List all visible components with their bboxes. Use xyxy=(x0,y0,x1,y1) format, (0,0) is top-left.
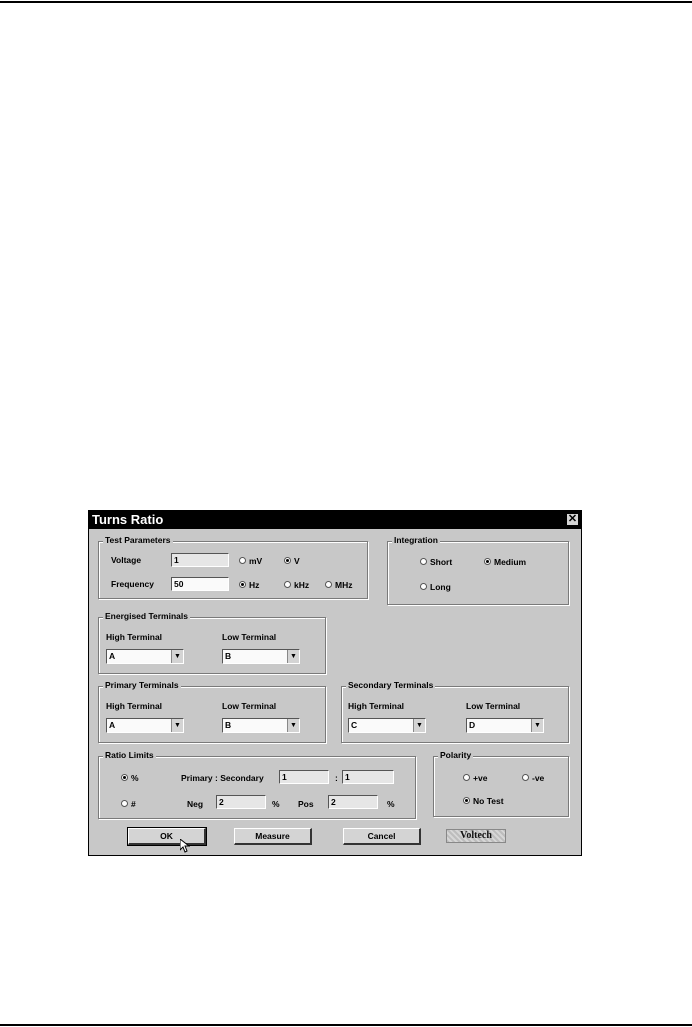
radio-dot-selected-icon xyxy=(484,558,491,565)
primary-low-terminal-value: B xyxy=(225,720,232,730)
radio-dot-selected-icon xyxy=(121,774,128,781)
voltage-label: Voltage xyxy=(111,555,142,565)
measure-button[interactable]: Measure xyxy=(234,828,312,845)
secondary-ratio-input[interactable]: 1 xyxy=(342,770,394,784)
primary-ratio-input[interactable]: 1 xyxy=(279,770,329,784)
frequency-unit-khz-label: kHz xyxy=(294,580,310,590)
energised-high-terminal-select[interactable] xyxy=(106,649,184,664)
pos-label: Pos xyxy=(298,799,314,809)
frequency-label: Frequency xyxy=(111,579,154,589)
energised-terminals-label: Energised Terminals xyxy=(105,611,188,621)
integration-long-label: Long xyxy=(430,582,451,592)
page-bottom-rule xyxy=(0,1024,692,1026)
neg-limit-input[interactable]: 2 xyxy=(216,795,266,809)
cancel-button[interactable]: Cancel xyxy=(343,828,421,845)
integration-group xyxy=(387,535,569,605)
primary-terminals-group xyxy=(98,680,326,743)
polarity-label: Polarity xyxy=(440,750,472,760)
voltage-unit-v-label: V xyxy=(294,556,300,566)
test-parameters-group xyxy=(98,535,368,599)
mouse-pointer-icon xyxy=(180,839,190,853)
voltage-input[interactable]: 1 xyxy=(171,553,229,567)
chevron-down-icon[interactable]: ▼ xyxy=(287,719,299,732)
neg-label: Neg xyxy=(187,799,204,809)
chevron-down-icon[interactable]: ▼ xyxy=(287,650,299,663)
radio-dot-icon xyxy=(121,800,128,807)
primary-high-terminal-label: High Terminal xyxy=(106,701,163,711)
ratio-mode-percent-label: % xyxy=(131,773,139,783)
radio-dot-selected-icon xyxy=(463,797,470,804)
secondary-terminals-group xyxy=(341,680,569,743)
secondary-low-terminal-select[interactable] xyxy=(466,718,544,733)
ratio-colon: : xyxy=(335,773,338,783)
polarity-negative-label: -ve xyxy=(532,773,545,783)
polarity-positive-label: +ve xyxy=(473,773,488,783)
radio-dot-icon xyxy=(522,774,529,781)
primary-high-terminal-value: A xyxy=(109,720,116,730)
secondary-low-terminal-label: Low Terminal xyxy=(466,701,521,711)
secondary-terminals-label: Secondary Terminals xyxy=(348,680,434,690)
primary-low-terminal-select[interactable] xyxy=(222,718,300,733)
page-top-rule xyxy=(0,1,692,3)
chevron-down-icon[interactable]: ▼ xyxy=(171,650,183,663)
radio-dot-selected-icon xyxy=(284,557,291,564)
radio-dot-icon xyxy=(463,774,470,781)
chevron-down-icon[interactable]: ▼ xyxy=(531,719,543,732)
radio-dot-icon xyxy=(325,581,332,588)
radio-dot-selected-icon xyxy=(239,581,246,588)
frequency-input[interactable]: 50 xyxy=(171,577,229,591)
title-bar[interactable] xyxy=(89,511,581,529)
ratio-mode-hash-label: # xyxy=(131,799,136,809)
chevron-down-icon[interactable]: ▼ xyxy=(171,719,183,732)
energised-low-terminal-value: B xyxy=(225,651,232,661)
turns-ratio-dialog xyxy=(88,510,582,856)
close-icon[interactable]: ✕ xyxy=(567,513,578,525)
energised-low-terminal-label: Low Terminal xyxy=(222,632,277,642)
energised-high-terminal-label: High Terminal xyxy=(106,632,163,642)
radio-dot-icon xyxy=(420,558,427,565)
secondary-high-terminal-select[interactable] xyxy=(348,718,426,733)
test-parameters-label: Test Parameters xyxy=(105,535,171,545)
chevron-down-icon[interactable]: ▼ xyxy=(413,719,425,732)
voltage-unit-mv-label: mV xyxy=(249,556,263,566)
secondary-low-terminal-value: D xyxy=(469,720,476,730)
secondary-high-terminal-value: C xyxy=(351,720,358,730)
ratio-limits-group xyxy=(98,750,416,819)
secondary-high-terminal-label: High Terminal xyxy=(348,701,405,711)
integration-short-label: Short xyxy=(430,557,453,567)
integration-medium-label: Medium xyxy=(494,557,527,567)
energised-low-terminal-select[interactable] xyxy=(222,649,300,664)
energised-high-terminal-value: A xyxy=(109,651,116,661)
primary-low-terminal-label: Low Terminal xyxy=(222,701,277,711)
polarity-no-test-label: No Test xyxy=(473,796,504,806)
radio-dot-icon xyxy=(420,583,427,590)
radio-dot-icon xyxy=(239,557,246,564)
energised-terminals-group xyxy=(98,611,326,674)
dialog-title: Turns Ratio xyxy=(92,512,164,527)
ok-button[interactable]: OK xyxy=(128,828,206,845)
primary-secondary-label: Primary : Secondary xyxy=(181,773,264,783)
primary-terminals-label: Primary Terminals xyxy=(105,680,179,690)
primary-high-terminal-select[interactable] xyxy=(106,718,184,733)
pos-unit: % xyxy=(387,799,395,809)
radio-dot-icon xyxy=(284,581,291,588)
neg-unit: % xyxy=(272,799,280,809)
polarity-group xyxy=(433,750,569,817)
ratio-limits-label: Ratio Limits xyxy=(105,750,154,760)
voltech-logo: Voltech xyxy=(446,829,506,843)
frequency-unit-mhz-label: MHz xyxy=(335,580,353,590)
integration-label: Integration xyxy=(394,535,438,545)
frequency-unit-hz-label: Hz xyxy=(249,580,260,590)
pos-limit-input[interactable]: 2 xyxy=(328,795,378,809)
